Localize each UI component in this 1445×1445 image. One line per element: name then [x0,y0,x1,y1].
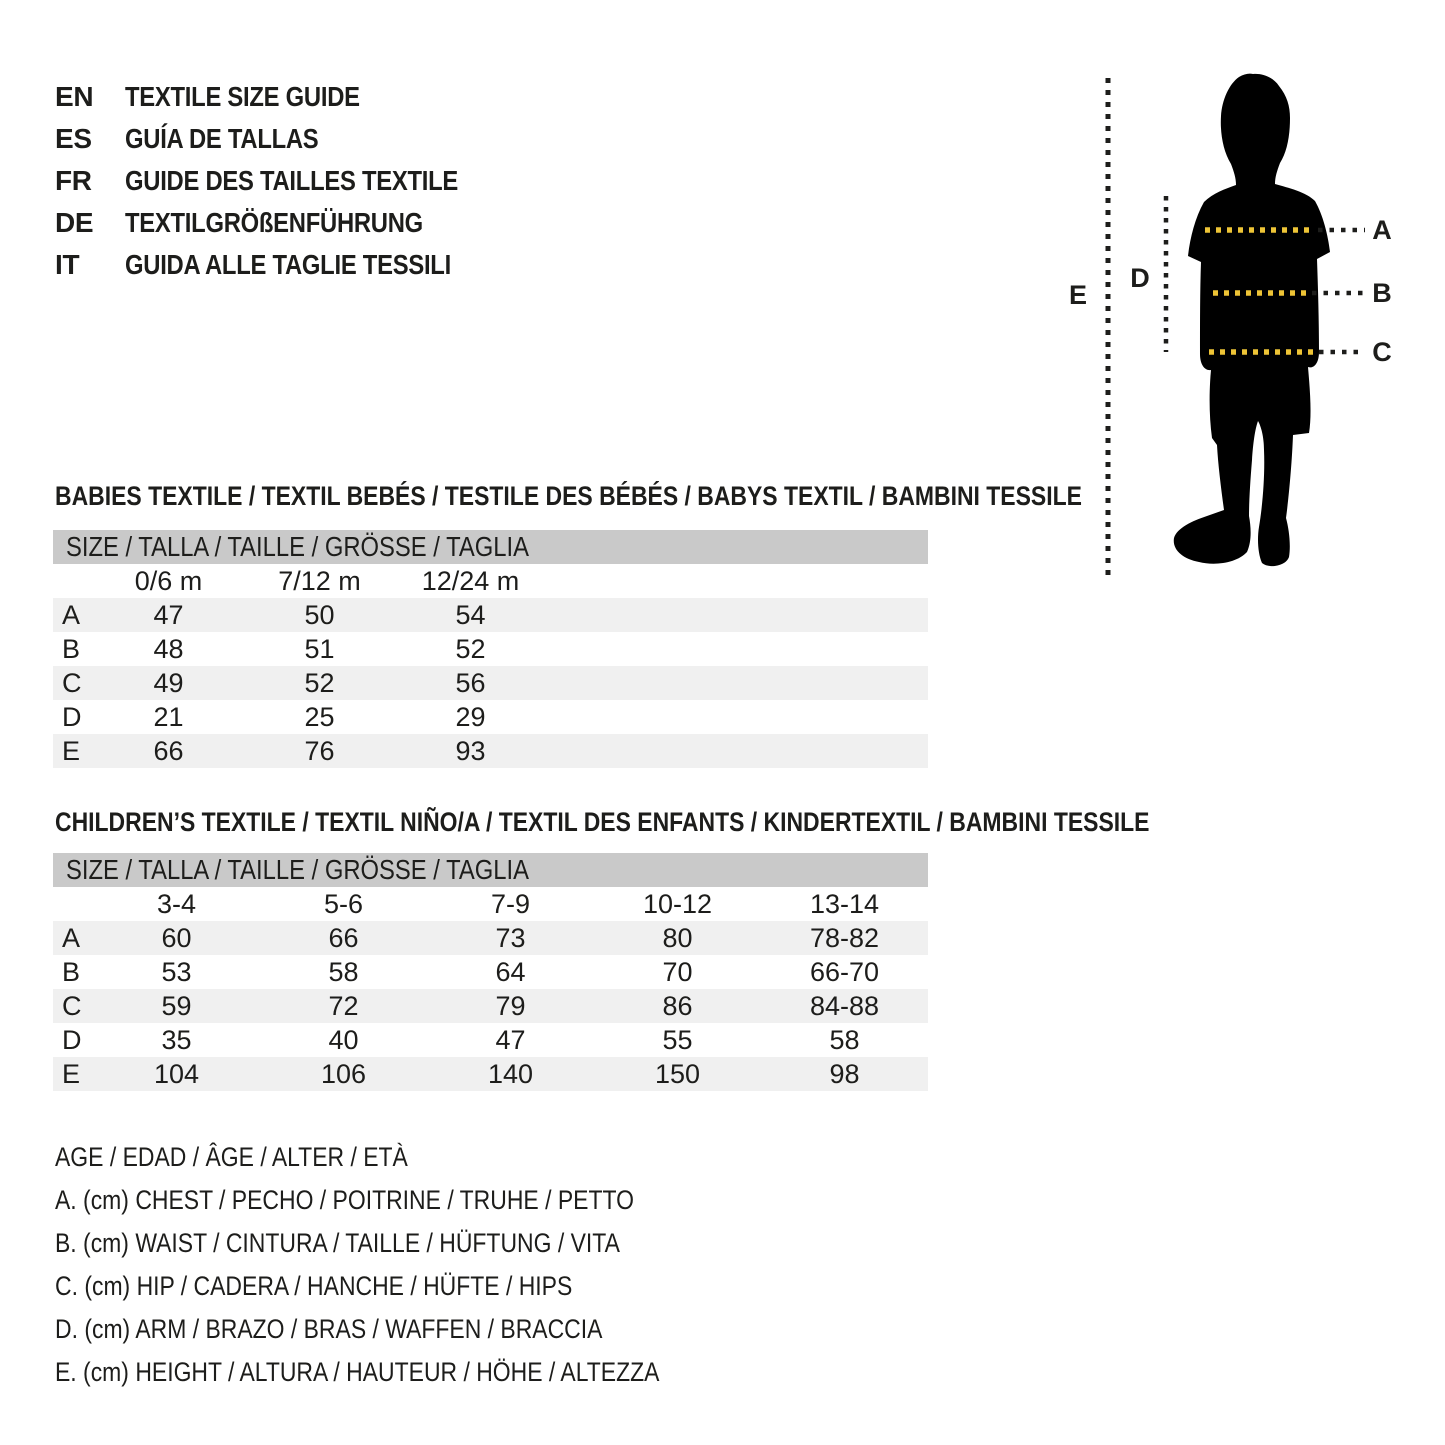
table-cell: 52 [304,667,335,698]
column-header: 0/6 m [134,565,203,596]
table-cell: 140 [487,1058,534,1089]
figure-label-a: A [1372,215,1392,245]
language-row-it [55,244,517,286]
table-row [53,989,928,1023]
figure-label-d: D [1130,263,1150,293]
legend-line-chest [55,1179,766,1222]
table-row [53,734,928,768]
language-code: FR [55,165,92,196]
table-row [53,666,928,700]
table-cell: 49 [153,667,184,698]
table-cell: 106 [320,1058,367,1089]
table-cell: 55 [662,1024,693,1055]
children-section-title-text: CHILDREN’S TEXTILE / TEXTIL NIÑO/A / TEXTIL DES ENFANTS / KINDERTEXTIL / BAMBINI TESSILE [55,807,1150,837]
babies-section-title-text: BABIES TEXTILE / TEXTIL BEBÉS / TESTILE DES BÉBÉS / BABYS TEXTIL / BAMBINI TESSILE [55,481,1082,511]
row-label: E [62,735,81,766]
legend-text: E. (cm) HEIGHT / ALTURA / HAUTEUR / HÖHE / ALTEZZA [55,1357,660,1387]
table-row [53,955,928,989]
legend-text: D. (cm) ARM / BRAZO / BRAS / WAFFEN / BRACCIA [55,1314,603,1344]
row-label: E [62,1058,81,1089]
table-cell: 80 [662,922,693,953]
table-cell: 79 [495,990,526,1021]
column-header: 10-12 [642,888,713,919]
legend-text: C. (cm) HIP / CADERA / HANCHE / HÜFTE / HIPS [55,1271,573,1301]
table-cell: 70 [662,956,693,987]
table-cell: 29 [455,701,486,732]
table-cell: 21 [153,701,184,732]
table-cell: 51 [304,633,335,664]
column-header-row [53,887,928,921]
column-header: 13-14 [809,888,880,919]
table-cell: 53 [161,956,192,987]
legend-line-hip [55,1265,766,1308]
table-cell: 150 [654,1058,701,1089]
figure-label-b: B [1372,278,1392,308]
legend-text: A. (cm) CHEST / PECHO / POITRINE / TRUHE / PETTO [55,1185,634,1215]
table-row [53,1023,928,1057]
table-cell: 76 [304,735,335,766]
table-cell: 78-82 [809,922,880,953]
table-cell: 84-88 [809,990,880,1021]
size-header-text: SIZE / TALLA / TAILLE / GRÖSSE / TAGLIA [66,854,529,885]
table-cell: 56 [455,667,486,698]
column-header-row [53,564,928,598]
row-label: D [62,1024,82,1055]
language-title: TEXTILGRÖßENFÜHRUNG [125,207,423,238]
column-header: 7/12 m [278,565,361,596]
babies-size-table [53,530,928,768]
child-figure [1060,60,1445,600]
table-row [53,632,928,666]
legend-line-age [55,1136,766,1179]
language-title: TEXTILE SIZE GUIDE [125,81,360,112]
row-label: A [62,922,81,953]
legend-line-arm [55,1308,766,1351]
figure-label-e: E [1068,280,1088,310]
table-cell: 54 [455,599,486,630]
table-row [53,921,928,955]
table-row [53,598,928,632]
row-label: B [62,633,81,664]
table-cell: 60 [161,922,192,953]
language-title: GUÍA DE TALLAS [125,123,319,154]
babies-section-title [55,479,1263,513]
table-cell: 104 [153,1058,200,1089]
column-header: 5-6 [323,888,364,919]
column-header: 12/24 m [421,565,520,596]
column-header: 7-9 [490,888,531,919]
table-cell: 35 [161,1024,192,1055]
figure-label-c: C [1372,337,1392,367]
table-cell: 66 [328,922,359,953]
children-size-table [53,853,928,1091]
row-label: C [62,990,82,1021]
child-figure-svg [1060,60,1445,600]
column-header: 3-4 [156,888,197,919]
table-cell: 59 [161,990,192,1021]
row-label: B [62,956,81,987]
table-cell: 50 [304,599,335,630]
language-row-fr [55,160,517,202]
measurement-legend [55,1136,766,1394]
table-cell: 66-70 [809,956,880,987]
legend-text: B. (cm) WAIST / CINTURA / TAILLE / HÜFTUNG / VITA [55,1228,620,1258]
table-cell: 47 [153,599,184,630]
table-cell: 64 [495,956,526,987]
language-title: GUIDA ALLE TAGLIE TESSILI [125,249,451,280]
table-cell: 72 [328,990,359,1021]
legend-line-height [55,1351,766,1394]
table-cell: 66 [153,735,184,766]
table-cell: 25 [304,701,335,732]
language-row-de [55,202,517,244]
language-row-es [55,118,517,160]
language-code: EN [55,81,94,112]
table-cell: 58 [328,956,359,987]
table-cell: 52 [455,633,486,664]
row-label: C [62,667,82,698]
language-title: GUIDE DES TAILLES TEXTILE [125,165,459,196]
row-label: D [62,701,82,732]
language-code: DE [55,207,94,238]
legend-text: AGE / EDAD / ÂGE / ALTER / ETÀ [55,1142,408,1172]
table-cell: 48 [153,633,184,664]
table-cell: 40 [328,1024,359,1055]
table-cell: 86 [662,990,693,1021]
language-code: IT [55,249,80,280]
language-code: ES [55,123,92,154]
children-section-title [55,805,1343,839]
legend-line-waist [55,1222,766,1265]
table-row [53,1057,928,1091]
language-row-en [55,76,517,118]
table-row [53,700,928,734]
table-cell: 58 [829,1024,860,1055]
language-header [55,76,517,286]
table-cell: 93 [455,735,486,766]
size-header-bar [53,853,928,887]
size-header-bar [53,530,928,564]
size-header-text: SIZE / TALLA / TAILLE / GRÖSSE / TAGLIA [66,531,529,562]
table-cell: 73 [495,922,526,953]
table-cell: 98 [829,1058,860,1089]
table-cell: 47 [495,1024,526,1055]
row-label: A [62,599,81,630]
